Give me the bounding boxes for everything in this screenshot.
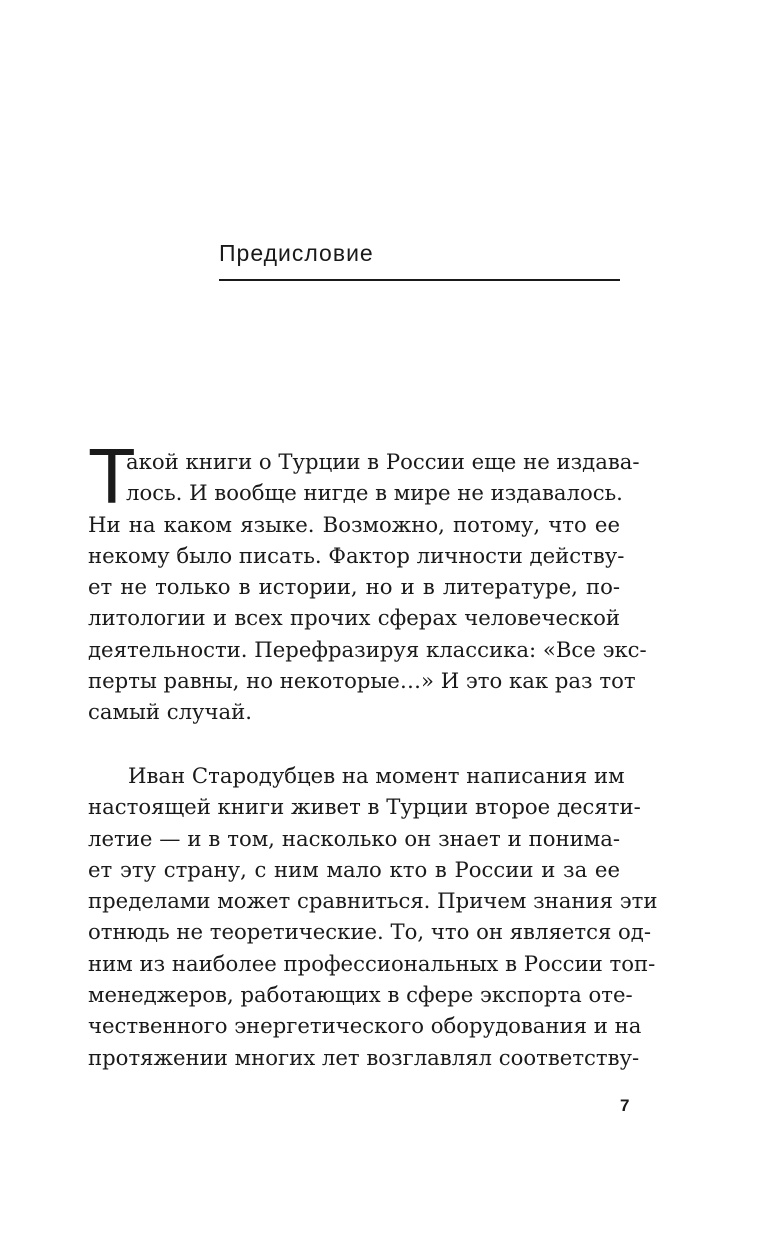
paragraph-1-line: акой книги о Турции в России еще не издава- (126, 449, 640, 474)
paragraph-1-line: Ни на каком языке. Возможно, потому, что ее (88, 511, 620, 537)
title-rule (219, 279, 620, 281)
paragraph-2-line: чественного энергетического оборудования и на (88, 1013, 642, 1039)
drop-cap: Т (88, 432, 136, 520)
paragraph-1-line: некому было писать. Фактор личности действу- (88, 542, 625, 568)
paragraph-1-line: деятельности. Перефразируя классика: «Все экс- (88, 636, 647, 662)
paragraph-1-line: лось. И вообще нигде в мире не издавалось. (126, 480, 623, 506)
page-number: 7 (620, 1096, 630, 1115)
paragraph-2-line: протяжении многих лет возглавлял соответству- (88, 1044, 640, 1070)
paragraph-2-line: Иван Стародубцев на момент написания им (128, 763, 625, 788)
paragraph-2-line: настоящей книги живет в Турции второе десяти- (88, 794, 641, 820)
paragraph-2-line: ет эту страну, с ним мало кто в России и за ее (88, 856, 620, 882)
paragraph-1-line: ет не только в истории, но и в литературе, по- (88, 574, 620, 600)
paragraph-1-line: самый случай. (88, 699, 252, 725)
paragraph-2-line: отнюдь не теоретические. То, что он является од- (88, 919, 651, 945)
paragraph-1-line: литологии и всех прочих сферах человеческой (88, 605, 620, 631)
paragraph-2 (88, 760, 658, 1073)
paragraph-2-line: менеджеров, работающих в сфере экспорта оте- (88, 982, 633, 1008)
paragraph-2-line: пределами может сравниться. Причем знания эти (88, 888, 658, 914)
paragraph-2-line: летие — и в том, насколько он знает и понима- (88, 825, 620, 851)
paragraph-2-line: ним из наиболее профессиональных в России топ- (88, 950, 656, 976)
paragraph-1 (88, 432, 647, 728)
paragraph-1-line: перты равны, но некоторые…» И это как раз тот (88, 668, 636, 694)
chapter-title: Предисловие (219, 240, 374, 266)
